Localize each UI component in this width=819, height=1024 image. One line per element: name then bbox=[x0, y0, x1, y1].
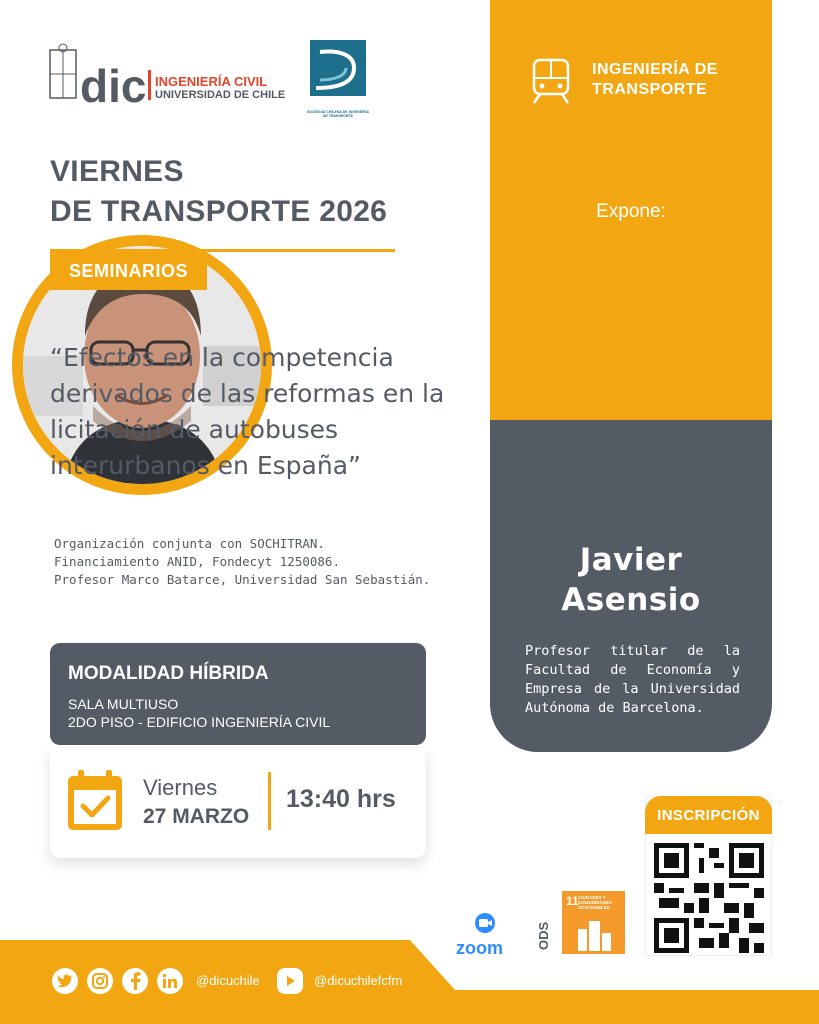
modality-heading: MODALIDAD HÍBRIDA bbox=[68, 663, 269, 684]
svg-text:dic: dic bbox=[80, 60, 147, 112]
department-label bbox=[592, 60, 762, 100]
modality-card bbox=[50, 643, 426, 745]
talk-title: “Efectos en la competencia derivados de las reformas en la licitación de autobuses interurbanos en España” bbox=[50, 343, 445, 480]
speaker-intro: Expone: bbox=[596, 201, 666, 222]
org-line2: Financiamiento ANID, Fondecyt 1250086. bbox=[54, 554, 340, 569]
youtube-icon[interactable] bbox=[277, 968, 303, 994]
social-handle-primary[interactable]: @dicuchile bbox=[196, 973, 260, 988]
speaker-first-name: Javier bbox=[579, 542, 683, 578]
train-icon bbox=[530, 56, 572, 106]
university-crest-icon bbox=[50, 44, 76, 98]
twitter-icon[interactable] bbox=[52, 968, 78, 994]
modality-location: 2DO PISO - EDIFICIO INGENIERÍA CIVIL bbox=[68, 714, 331, 730]
event-time: 13:40 hrs bbox=[286, 785, 396, 813]
social-handle-youtube[interactable]: @dicuchilefcfm bbox=[314, 973, 403, 988]
linkedin-icon[interactable] bbox=[157, 968, 183, 994]
organization-notes bbox=[54, 535, 474, 589]
ods-label: ODS bbox=[536, 921, 551, 950]
modality-room: SALA MULTIUSO bbox=[68, 696, 179, 712]
org-line3: Profesor Marco Batarce, Universidad San Sebastián. bbox=[54, 572, 431, 587]
sochitran-logo bbox=[310, 40, 366, 110]
org-line1: Organización conjunta con SOCHITRAN. bbox=[54, 536, 325, 551]
speaker-description: Profesor titular de la Facultad de Economía y Empresa de la Universidad Autónoma de Barcelona. bbox=[525, 643, 740, 716]
speaker-name bbox=[490, 540, 772, 620]
event-day: Viernes bbox=[143, 775, 218, 800]
ods-goal-number: 11 bbox=[566, 894, 579, 908]
calendar-icon bbox=[66, 768, 124, 832]
event-title-line1: VIERNES bbox=[50, 155, 184, 188]
department-line1: INGENIERÍA DE bbox=[592, 61, 718, 78]
event-title bbox=[50, 152, 387, 232]
sochitran-caption: SOCIEDAD CHILENA DE INGENIERÍA DE TRANSPORTE bbox=[306, 110, 370, 118]
ods-goal-text: CIUDADES Y COMUNIDADES SOSTENIBLES bbox=[578, 895, 613, 910]
speaker-panel bbox=[490, 0, 772, 752]
date-separator bbox=[268, 772, 271, 830]
seminar-badge: SEMINARIOS bbox=[50, 252, 207, 290]
instagram-icon[interactable] bbox=[87, 968, 113, 994]
registration-qr-code[interactable] bbox=[654, 843, 764, 953]
speaker-last-name: Asensio bbox=[561, 582, 701, 618]
event-date: 27 MARZO bbox=[143, 805, 250, 828]
department-line2: TRANSPORTE bbox=[592, 81, 708, 98]
zoom-label: zoom bbox=[456, 938, 503, 958]
logo-text-line1: INGENIERÍA CIVIL bbox=[155, 74, 268, 89]
facebook-icon[interactable] bbox=[122, 968, 148, 994]
event-title-line2: DE TRANSPORTE 2026 bbox=[50, 195, 388, 228]
registration-label: INSCRIPCIÓN bbox=[645, 796, 772, 834]
zoom-icon bbox=[473, 912, 499, 934]
logo-text-line2: UNIVERSIDAD DE CHILE bbox=[155, 89, 286, 101]
